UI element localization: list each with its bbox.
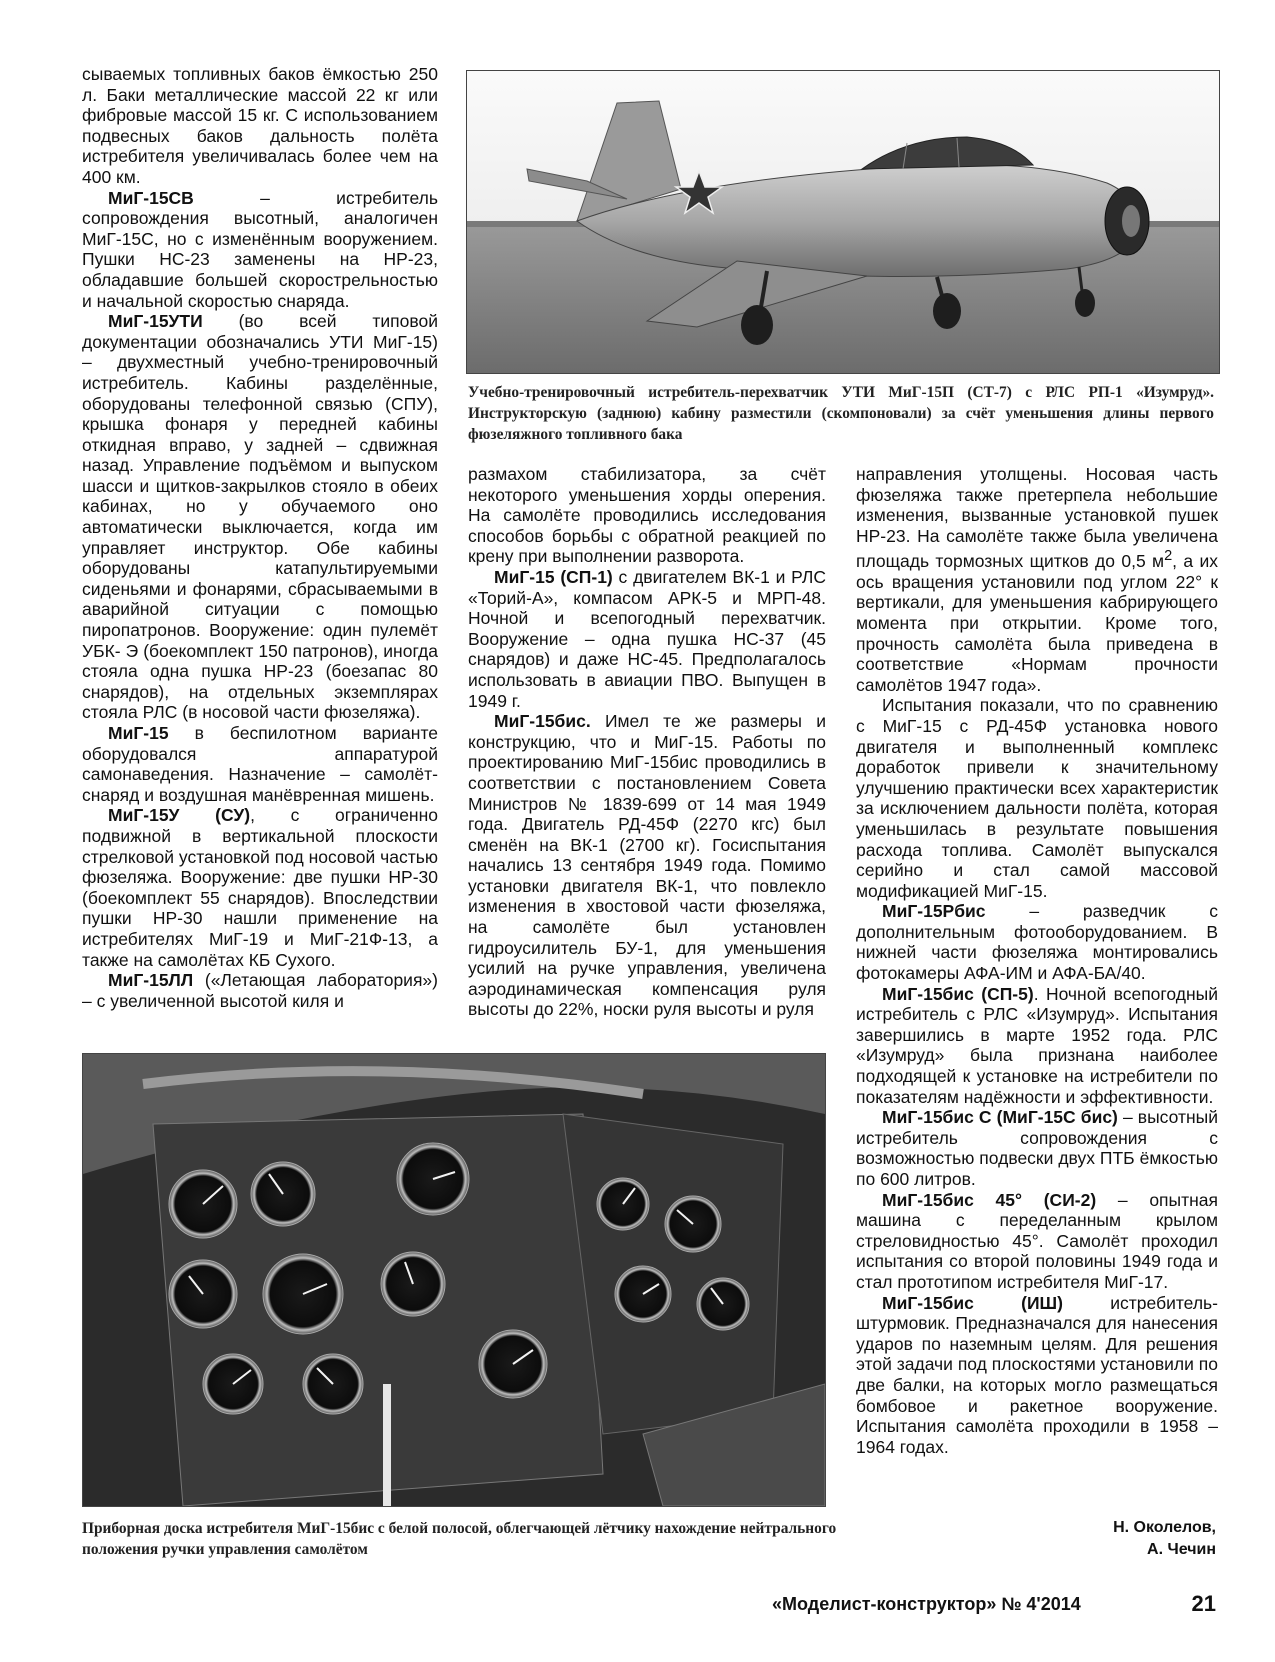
paragraph: МиГ-15 в беспилотном варианте оборудовался аппаратурой самонаведения. Назначение – самолёт-снаряд и воздушная манёвренная мишень. [82,723,438,805]
model-name: МиГ-15бис (ИШ) [882,1292,1063,1313]
model-name: МиГ-15ЛЛ [108,970,194,991]
author-credits [1040,1517,1216,1561]
paragraph: МиГ-15ЛЛ («Летающая лаборатория») – с увеличенной высотой киля и [82,970,438,1011]
paragraph: размахом стабилизатора, за счёт некоторого уменьшения хорды оперения. На самолёте проводились исследования способов борьбы с обратной реакцией по крену при выполнении разворота. [468,464,826,567]
page-number: 21 [1191,1591,1216,1616]
paragraph: МиГ-15бис (СП-5). Ночной всепогодный истребитель с РЛС «Изумруд». Испытания завершились в марте 1952 года. РЛС «Изумруд» была признана наиболее подходящей к установке на истребители по показателям надёжности и эффективности. [856,983,1218,1107]
photo-caption-bottom: Приборная доска истребителя МиГ-15бис с белой полосой, облегчающей лётчику нахождение нейтрального положения ручки управления самолётом [82,1520,837,1558]
paragraph: МиГ-15бис. Имел те же размеры и конструкцию, что и МиГ-15. Работы по проектированию МиГ-15бис проводились в соответствии с постановлением Совета Министров № 1839-699 от 14 мая 1949 года. Двигатель РД-45Ф (2270 кгс) был сменён на ВК-1 (2700 кг). Госиспытания начались 13 сентября 1949 года. Помимо установки двигателя ВК-1, что повлекло изменения в хвостовой части фюзеляжа, на самолёте был установлен гидроусилитель БУ-1, для уменьшения усилий на ручке управления, увеличена аэродинамическая компенсация руля высоты до 22%, носки руля высоты и руля [468,711,826,1020]
text-column-middle [468,464,826,1020]
model-name: МиГ-15 (СП-1) [494,566,613,587]
aircraft-photo [466,70,1220,374]
author-name: А. Чечин [1147,1541,1216,1558]
paragraph: МиГ-15бис 45° (СИ-2) – опытная машина с переделанным крылом стреловидностью 45°. Самолёт проходил испытания со второй половины 1949 года и стал прототипом истребителя МиГ-17. [856,1189,1218,1292]
paragraph: сываемых топливных баков ёмкостью 250 л. Баки металлические массой 22 кг или фибровые массой 15 кг. С использованием подвесных баков дальность полёта истребителя увеличивалась более чем на 400 км. [82,64,438,187]
model-name: МиГ-15бис 45° (СИ-2) [882,1189,1097,1210]
author-name: Н. Околелов, [1113,1519,1216,1536]
model-name: МиГ-15 [108,723,169,743]
paragraph: МиГ-15СВ – истребитель сопровождения высотный, аналогичен МиГ-15С, но с изменённым вооружением. Пушки НС-23 заменены на НР-23, обладавшие большей скорострельностью и начальной скоростью снаряда. [82,187,438,311]
model-name: МиГ-15СВ [108,187,194,208]
model-name: МиГ-15бис С (МиГ-15С бис) [882,1107,1118,1128]
paragraph: направления утолщены. Носовая часть фюзеляжа также претерпела небольшие изменения, вызванные установкой пушек НР-23. На самолёте также была увеличена площадь тормозных щитков до 0,5 $м^2$, а их ось вращения установили под углом 22° к вертикали, для уменьшения кабрирующего момента при открытии. Кроме того, прочность самолёта была приведена в соответствие «Нормам прочности самолётов 1947 года». [856,464,1218,695]
paragraph: МиГ-15бис (ИШ) истребитель-штурмовик. Предназначался для нанесения ударов по наземным целям. Для решения этой задачи под плоскостями установили по две балки, на которых могло размещаться бомбовое и ракетное вооружение. Испытания самолёта проходили в 1958 – 1964 годах. [856,1292,1218,1457]
paragraph: МиГ-15бис С (МиГ-15С бис) – высотный истребитель сопровождения с возможностью подвески двух ПТБ ёмкостью по 600 литров. [856,1107,1218,1190]
text-column-left [82,64,438,1011]
model-name: МиГ-15бис. [494,711,591,732]
magazine-issue: «Моделист-конструктор» № 4'2014 [772,1594,1081,1614]
text-column-right [856,464,1218,1457]
paragraph: МиГ-15Рбис – разведчик с дополнительным фотооборудованием. В нижней части фюзеляжа монтировались фотокамеры АФА-ИМ и АФА-БА/40. [856,901,1218,984]
paragraph: МиГ-15 (СП-1) с двигателем ВК-1 и РЛС «Торий-А», компасом АРК-5 и МРП-48. Ночной и всепогодный перехватчик. Вооружение – одна пушка НС-37 (45 снарядов) и даже НС-45. Предполагалось использовать в авиации ПВО. Выпущен в 1949 г. [468,566,826,711]
model-name: МиГ-15УТИ [108,311,203,332]
cockpit-photo [82,1053,826,1507]
page-footer [720,1591,1216,1624]
model-name: МиГ-15У (СУ) [108,805,251,826]
cockpit-illustration [83,1054,825,1506]
model-name: МиГ-15бис (СП-5) [882,983,1034,1004]
model-name: МиГ-15Рбис [882,901,986,922]
paragraph: МиГ-15У (СУ), с ограниченно подвижной в вертикальной плоскости стрелковой установкой под носовой частью фюзеляжа. Вооружение: две пушки НР-30 (боекомплект 55 снарядов). Впоследствии пушки НР-30 нашли применение на истребителях МиГ-19 и МиГ-21Ф-13, а также на самолётах КБ Сухого. [82,805,438,970]
paragraph: МиГ-15УТИ (во всей типовой документации обозначались УТИ МиГ-15) – двухместный учебно-тренировочный истребитель. Кабины разделённые, оборудованы телефонной связью (СПУ), крышка фонаря у передней кабины откидная вправо, у задней – сдвижная назад. Управление подъёмом и выпуском шасси и щитков-закрылков стояло в обеих кабинах, но у обучаемого оно автоматически выключается, когда им управляет инструктор. Обе кабины оборудованы катапультируемыми сиденьями и фонарями, сбрасываемыми в аварийной ситуации с помощью пиропатронов. Вооружение: один пулемёт УБК- Э (боекомплект 150 патронов), иногда стояла одна пушка НР-23 (боезапас 80 снарядов), на отдельных экземплярах стояла РЛС (в носовой части фюзеляжа). [82,311,438,723]
aircraft-illustration [467,71,1219,373]
paragraph: Испытания показали, что по сравнению с МиГ-15 с РД-45Ф установка нового двигателя и выполненный комплекс доработок привели к значительному улучшению практически всех характеристик за исключением дальности полёта, которая уменьшилась в результате повышения расхода топлива. Самолёт выпускался серийно и стал самой массовой модификацией МиГ-15. [856,695,1218,901]
photo-caption-top: Учебно-тренировочный истребитель-перехватчик УТИ МиГ-15П (СТ-7) с РЛС РП-1 «Изумруд». Инструкторскую (заднюю) кабину разместили (скомпоновали) за счёт уменьшения длины первого фюзеляжного топливного бака [468,384,1214,443]
